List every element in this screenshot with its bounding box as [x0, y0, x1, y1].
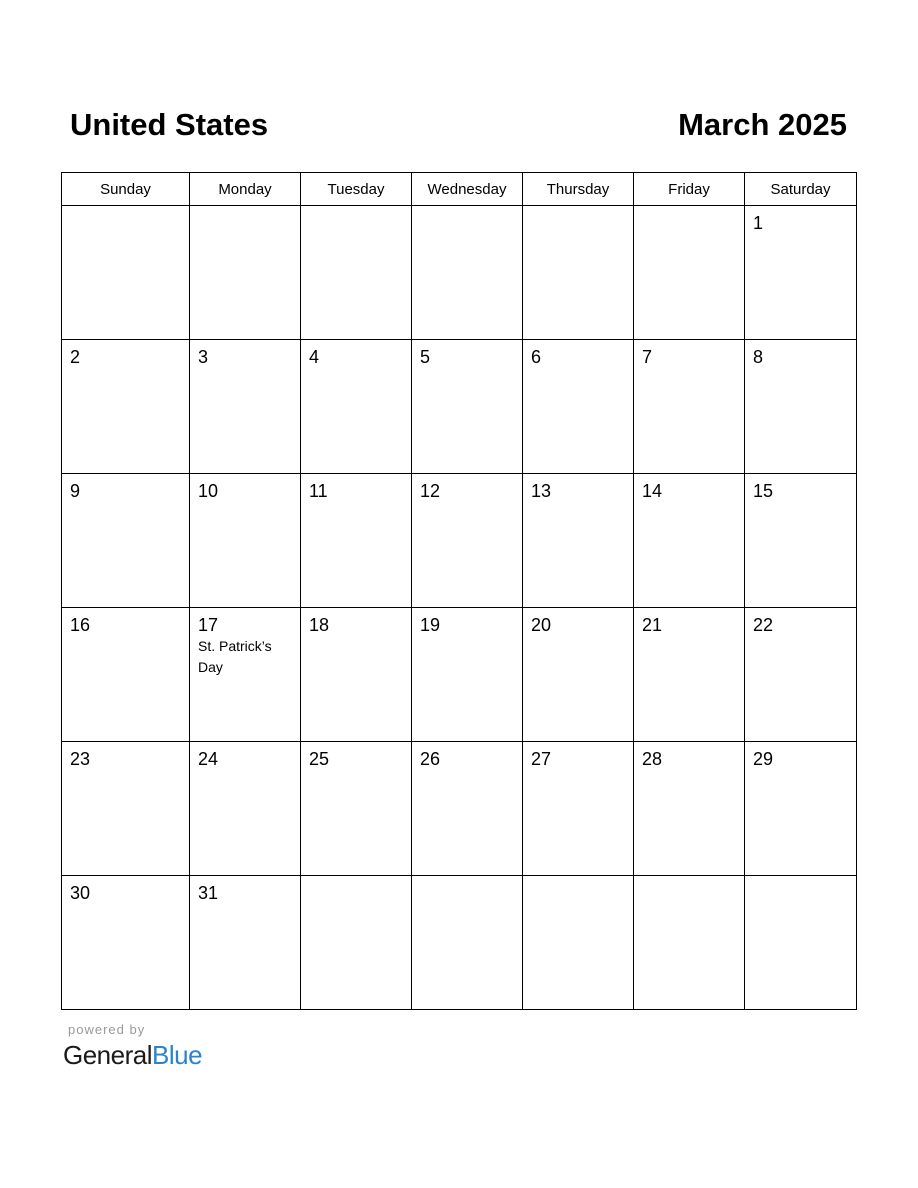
- week-row: [62, 608, 857, 742]
- day-cell: [412, 876, 523, 1010]
- day-number: 30: [70, 883, 91, 903]
- weekday-header-row: [62, 173, 857, 206]
- calendar-country-title: United States: [70, 107, 269, 142]
- day-cell: [62, 876, 190, 1010]
- weekday-header: Thursday: [523, 173, 634, 206]
- day-cell: [634, 876, 745, 1010]
- day-cell: [523, 608, 634, 742]
- day-number: 16: [70, 615, 91, 635]
- day-cell: [745, 340, 857, 474]
- day-cell: [745, 742, 857, 876]
- day-number: 23: [70, 749, 91, 769]
- day-number: 31: [198, 883, 219, 903]
- week-row: [62, 206, 857, 340]
- day-number: 25: [309, 749, 330, 769]
- day-cell: [62, 742, 190, 876]
- weekday-header: Friday: [634, 173, 745, 206]
- day-cell: [634, 206, 745, 340]
- day-cell: [412, 608, 523, 742]
- day-cell: [190, 876, 301, 1010]
- day-number: 19: [420, 615, 441, 635]
- day-number: 27: [531, 749, 552, 769]
- day-cell: [634, 742, 745, 876]
- day-number: 4: [309, 347, 320, 367]
- day-number: 3: [198, 347, 209, 367]
- day-number: 8: [753, 347, 764, 367]
- weekday-header: Sunday: [62, 173, 190, 206]
- day-number: 11: [309, 481, 328, 501]
- day-cell: [412, 206, 523, 340]
- day-number: 13: [531, 481, 552, 501]
- day-number: 15: [753, 481, 774, 501]
- week-row: [62, 742, 857, 876]
- day-cell: [190, 742, 301, 876]
- holiday-label: St. Patrick’s Day: [198, 638, 272, 675]
- brand-general-text: General: [63, 1040, 152, 1070]
- generalblue-logo[interactable]: [63, 1039, 202, 1071]
- day-cell: [523, 474, 634, 608]
- day-cell: [745, 608, 857, 742]
- day-cell: [190, 474, 301, 608]
- day-cell: [745, 876, 857, 1010]
- day-cell: [412, 742, 523, 876]
- weekday-header: Monday: [190, 173, 301, 206]
- day-number: 20: [531, 615, 552, 635]
- day-cell: [190, 340, 301, 474]
- day-number: 29: [753, 749, 774, 769]
- weekday-header: Tuesday: [301, 173, 412, 206]
- day-number: 10: [198, 481, 219, 501]
- day-number: 9: [70, 481, 81, 501]
- brand-blue-text: Blue: [152, 1040, 203, 1070]
- day-number: 14: [642, 481, 663, 501]
- day-cell: [523, 340, 634, 474]
- week-row: [62, 876, 857, 1010]
- day-cell: [745, 206, 857, 340]
- day-number: 1: [753, 213, 764, 233]
- day-number: 17: [198, 615, 219, 635]
- day-cell: [412, 340, 523, 474]
- day-cell: [190, 206, 301, 340]
- day-cell: [412, 474, 523, 608]
- day-cell: [523, 876, 634, 1010]
- day-cell: [301, 340, 412, 474]
- day-number: 26: [420, 749, 441, 769]
- day-cell: [301, 474, 412, 608]
- day-cell: [62, 474, 190, 608]
- day-cell: [523, 206, 634, 340]
- day-cell: [301, 742, 412, 876]
- day-number: 24: [198, 749, 219, 769]
- day-number: 22: [753, 615, 774, 635]
- weekday-header: Wednesday: [412, 173, 523, 206]
- day-number: 18: [309, 615, 330, 635]
- day-cell: [634, 474, 745, 608]
- day-cell: [190, 608, 301, 742]
- calendar-month-title: March 2025: [678, 107, 847, 142]
- day-cell: [523, 742, 634, 876]
- day-number: 12: [420, 481, 441, 501]
- day-number: 7: [642, 347, 653, 367]
- day-cell: [62, 608, 190, 742]
- day-cell: [301, 206, 412, 340]
- day-cell: [62, 206, 190, 340]
- day-cell: [745, 474, 857, 608]
- day-number: 5: [420, 347, 431, 367]
- day-cell: [301, 876, 412, 1010]
- week-row: [62, 474, 857, 608]
- day-number: 21: [642, 615, 663, 635]
- day-number: 2: [70, 347, 81, 367]
- week-row: [62, 340, 857, 474]
- weekday-header: Saturday: [745, 173, 857, 206]
- day-cell: [62, 340, 190, 474]
- day-cell: [634, 340, 745, 474]
- day-number: 28: [642, 749, 663, 769]
- calendar-grid: [61, 172, 857, 1010]
- powered-by-text: powered by: [68, 1022, 146, 1037]
- day-cell: [301, 608, 412, 742]
- day-number: 6: [531, 347, 542, 367]
- day-cell: [634, 608, 745, 742]
